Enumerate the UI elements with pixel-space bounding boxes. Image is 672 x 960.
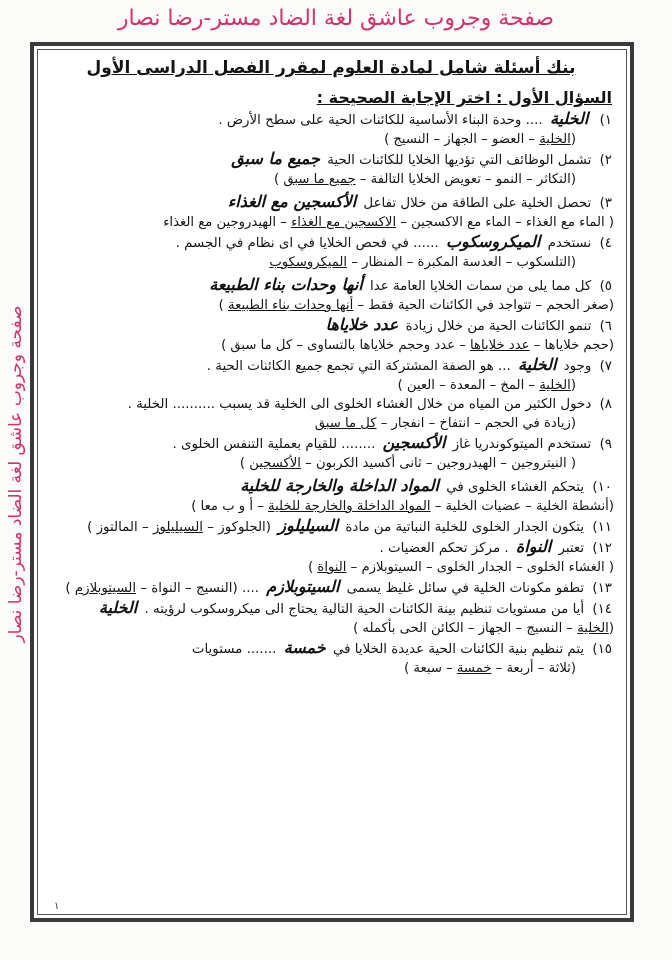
- question-text-after: للقيام بعملية التنفس الخلوى .: [172, 437, 338, 452]
- question-text-before: تستخدم الميتوكوندريا غاز: [452, 437, 592, 452]
- question-number: ١٢): [592, 541, 612, 556]
- answer-options: ( الماء مع الغذاء – الماء مع الاكسجين – الاكسجين مع الغذاء – الهيدروجين مع الغذاء: [163, 215, 614, 230]
- question-text-before: يتحكم الغشاء الخلوى في: [446, 480, 585, 495]
- question-item: [46, 577, 616, 598]
- question-stem: [46, 395, 616, 414]
- watermark-side-text: صفحة وجروب عاشق لغة الضاد مستر-رضا نصار: [6, 305, 26, 643]
- question-stem: [46, 315, 616, 336]
- question-stem: [46, 192, 616, 213]
- question-stem: [46, 516, 616, 537]
- question-item: [46, 395, 616, 433]
- handwritten-answer: الخلية: [549, 109, 589, 128]
- question-stem: [46, 109, 616, 130]
- question-text-before: تشمل الوظائف التي تؤديها الخلايا للكائنات الحية: [327, 153, 592, 168]
- question-stem: [46, 232, 616, 253]
- question-text-before: تعتبر: [558, 541, 585, 556]
- correct-choice: خمسة: [456, 661, 492, 676]
- question-stem: [46, 638, 616, 659]
- question-stem: [46, 355, 616, 376]
- question-number: ١٥): [592, 642, 612, 657]
- question-stem: [46, 275, 616, 296]
- question-number: ١٣): [592, 581, 612, 596]
- question-text-after: مستويات: [191, 642, 243, 657]
- question-stem: [46, 537, 616, 558]
- watermark-top: صفحة وجروب عاشق لغة الضاد مستر-رضا نصار: [117, 6, 555, 31]
- answer-options: (الجلوكوز – السيليلوز – المالتوز ): [87, 520, 272, 535]
- handwritten-answer: السيتوبلازم: [266, 577, 340, 596]
- question-item: [46, 192, 616, 232]
- question-number: ١): [599, 113, 612, 128]
- correct-choice: السيتوبلازم: [74, 581, 137, 596]
- question-text-before: دخول الكثير من المياه من خلال الغشاء الخلوى الى الخلية قد يسبب: [219, 397, 592, 412]
- document-title: بنك أسئلة شامل لمادة العلوم لمقرر الفصل الدراسى الأول: [86, 58, 576, 78]
- question-item: [46, 315, 616, 355]
- question-number: ١٤): [592, 602, 612, 617]
- question-number: ٦): [599, 319, 612, 334]
- question-text-before: كل مما يلى من سمات الخلايا العامة عدا: [369, 279, 592, 294]
- handwritten-answer: جميع ما سبق: [231, 149, 320, 168]
- question-item: [46, 149, 616, 189]
- answer-options: (التلسكوب – العدسة المكبرة – المنظار – الميكروسكوب: [269, 255, 576, 270]
- correct-choice: الميكروسكوب: [269, 255, 348, 270]
- question-item: [46, 433, 616, 473]
- answer-blank: ........: [341, 437, 376, 452]
- handwritten-answer: خمسة: [283, 638, 326, 657]
- answer-blank: ..........: [172, 397, 216, 412]
- answer-blank: ....: [241, 581, 259, 596]
- question-stem: [46, 577, 616, 598]
- question-number: ١١): [592, 520, 612, 535]
- question-text-after: في فحص الخلايا في اى نظام في الجسم .: [175, 236, 409, 251]
- question-stem: [46, 476, 616, 497]
- question-number: ٥): [599, 279, 612, 294]
- answer-options: ( الغشاء الخلوى – الجدار الخلوى – السيتوبلازم – النواة ): [308, 560, 614, 575]
- question-text-after: الخلية .: [127, 397, 169, 412]
- handwritten-answer: المواد الداخلة والخارجة للخلية: [240, 476, 439, 495]
- correct-choice: كل ما سبق: [314, 416, 377, 431]
- document-content: [46, 52, 616, 918]
- question-text-before: تحصل الخلية على الطاقة من خلال تفاعل: [363, 196, 592, 211]
- answer-options: (الخلية – النسيج – الجهاز – الكائن الحى بأكمله ): [353, 621, 614, 636]
- question-number: ٧): [599, 359, 612, 374]
- correct-choice: السيليلوز: [152, 520, 204, 535]
- question-number: ٢): [599, 153, 612, 168]
- answer-options: (النسيج – النواة – السيتوبلازم ): [65, 581, 238, 596]
- answer-blank: .......: [246, 642, 277, 657]
- correct-choice: المواد الداخلة والخارجة للخلية: [268, 499, 431, 514]
- question-item: [46, 275, 616, 315]
- handwritten-answer: الأكسجين مع الغذاء: [227, 192, 357, 211]
- question-item: [46, 109, 616, 149]
- answer-options: (حجم خلاياها – عدد خلاياها – عدد وحجم خلاياها بالتساوى – كل ما سبق ): [221, 338, 614, 353]
- question-item: [46, 476, 616, 516]
- question-number: ٤): [599, 236, 612, 251]
- correct-choice: جميع ما سبق: [283, 172, 356, 187]
- question-item: [46, 598, 616, 638]
- correct-choice: أنها وحدات بناء الطبيعة: [228, 298, 354, 313]
- question-item: [46, 355, 616, 395]
- question-text-before: تنمو الكائنات الحية من خلال زيادة: [405, 319, 592, 334]
- question-text-before: يتكون الجدار الخلوى للخلية النباتية من مادة: [345, 520, 585, 535]
- question-number: ١٠): [592, 480, 612, 495]
- correct-choice: النواة: [317, 560, 347, 575]
- question-number: ٨): [599, 397, 612, 412]
- correct-choice: عدد خلاياها: [470, 338, 530, 353]
- question-number: ٣): [599, 196, 612, 211]
- answer-options: (صغر الحجم – تتواجد في الكائنات الحية فقط – أنها وحدات بناء الطبيعة ): [218, 298, 614, 313]
- handwritten-answer: السيليلوز: [278, 516, 339, 535]
- question-text-before: يتم تنظيم بنية الكائنات الحية عديدة الخلايا في: [332, 642, 585, 657]
- question-item: [46, 232, 616, 272]
- question-text-before: تطفو مكونات الخلية في سائل غليظ يسمى: [346, 581, 585, 596]
- question-text-after: وحدة البناء الأساسية للكائنات الحية على سطح الأرض .: [218, 113, 522, 128]
- handwritten-answer: الخلية: [518, 355, 557, 374]
- document-frame: [30, 42, 634, 922]
- answer-blank: .: [504, 541, 509, 556]
- handwritten-answer: الميكروسكوب: [445, 232, 541, 251]
- correct-choice: الخلية: [539, 132, 571, 147]
- answer-blank: ...: [498, 359, 511, 374]
- handwritten-answer: الخلية: [98, 598, 138, 617]
- question-text-after: هو الصفة المشتركة التي تجمع جميع الكائنات الحية .: [206, 359, 494, 374]
- answer-options: (زيادة في الحجم – انتفاخ – انفجار – كل ما سبق: [314, 416, 576, 431]
- handwritten-answer: النواة: [515, 537, 552, 556]
- question-list: [46, 109, 616, 678]
- question-stem: [46, 598, 616, 619]
- handwritten-answer: الأكسجين: [382, 433, 446, 452]
- question-item: [46, 537, 616, 577]
- answer-blank: ......: [413, 236, 439, 251]
- correct-choice: الاكسجين مع الغذاء: [291, 215, 397, 230]
- answer-options: (الخلية – العضو – الجهاز – النسيج ): [384, 132, 576, 147]
- question-item: [46, 516, 616, 537]
- question-stem: [46, 433, 616, 454]
- answer-options: (التكاثر – النمو – تعويض الخلايا التالفة – جميع ما سبق ): [274, 172, 576, 187]
- question-text-before: أيا من مستويات تنظيم بينة الكائنات الحية التالية يحتاج الى ميكروسكوب لرؤيته .: [144, 602, 585, 617]
- answer-options: (الخلية – المخ – المعدة – العين ): [397, 378, 576, 393]
- correct-choice: الخلية: [577, 621, 609, 636]
- handwritten-answer: عدد خلاياها: [325, 315, 399, 334]
- handwritten-answer: أنها وحدات بناء الطبيعة: [209, 275, 363, 294]
- question-stem: [46, 149, 616, 170]
- question-item: [46, 638, 616, 678]
- correct-choice: الأكسجين: [249, 456, 301, 471]
- question-text-after: مركز تحكم العضيات .: [379, 541, 501, 556]
- answer-blank: ....: [525, 113, 543, 128]
- section-title: السؤال الأول : اختر الإجابة الصحيحة :: [316, 88, 612, 107]
- correct-choice: الخلية: [539, 378, 571, 393]
- answer-options: ( النيتروجين – الهيدروجين – ثانى أكسيد الكربون – الأكسجين ): [239, 456, 576, 471]
- answer-options: (ثلاثة – أربعة – خمسة – سبعة ): [404, 661, 576, 676]
- watermark-side: [4, 296, 28, 652]
- question-text-before: نستخدم: [547, 236, 592, 251]
- page-number: ١: [54, 901, 60, 912]
- answer-options: (أنشطة الخلية – عضيات الخلية – المواد الداخلة والخارجة للخلية – أ و ب معا ): [191, 499, 614, 514]
- question-number: ٩): [599, 437, 612, 452]
- question-text-before: وجود: [563, 359, 592, 374]
